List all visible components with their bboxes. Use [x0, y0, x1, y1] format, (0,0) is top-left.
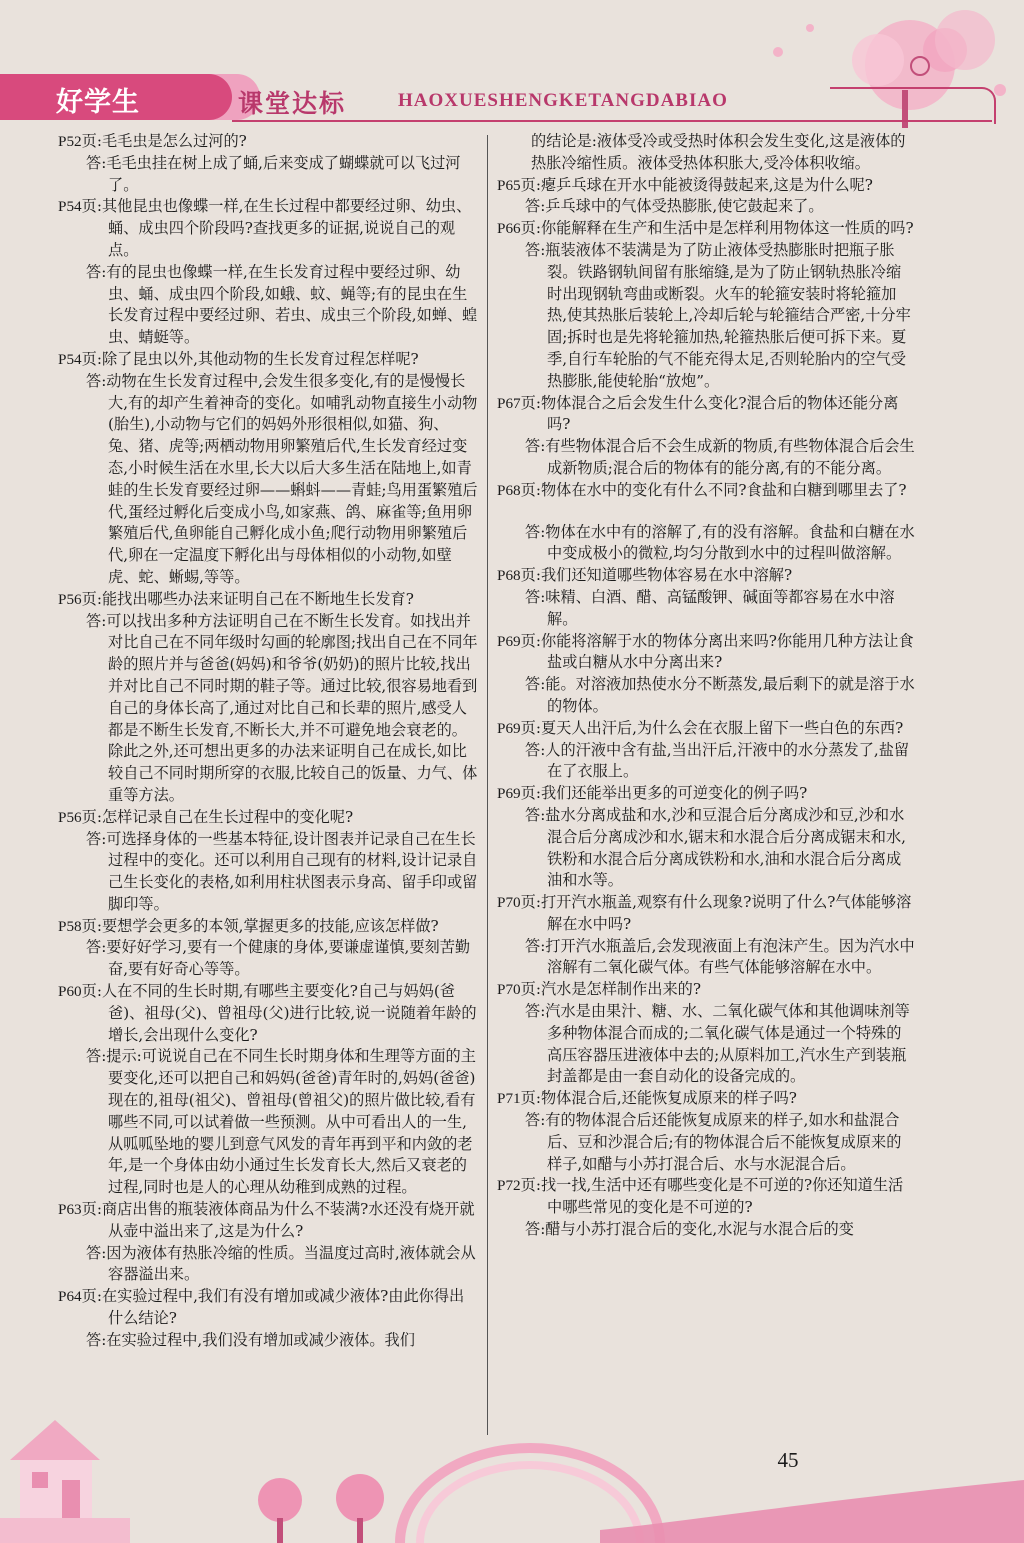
- column-divider: [487, 135, 488, 1435]
- qa-item: [58, 1286, 478, 1351]
- question: P69页:我们还能举出更多的可逆变化的例子吗?: [497, 784, 808, 803]
- answer: 答:人的汗液中含有盐,当出汗后,汗液中的水分蒸发了,盐留在了衣服上。: [525, 740, 910, 781]
- question: P52页:毛毛虫是怎么过河的?: [58, 132, 247, 150]
- qa-item: [58, 1199, 478, 1286]
- answer: 答:毛毛虫挂在树上成了蛹,后来变成了蝴蝶就可以飞过河了。: [86, 153, 461, 194]
- question: P70页:汽水是怎样制作出来的?: [497, 980, 701, 999]
- answer: 答:在实验过程中,我们没有增加或减少液体。我们: [86, 1330, 415, 1349]
- qa-item: [58, 916, 478, 981]
- qa-item: [497, 393, 915, 480]
- house-decoration-icon: [0, 1400, 130, 1543]
- page-number: 45: [777, 1448, 799, 1472]
- rainbow-decoration-icon: [380, 1440, 680, 1543]
- qa-item: [497, 175, 915, 219]
- question: P68页:物体在水中的变化有什么不同?食盐和白糖到哪里去了?: [497, 480, 907, 499]
- right-column: [497, 131, 915, 1241]
- answer: 答:能。对溶液加热使水分不断蒸发,最后剩下的就是溶于水的物体。: [525, 675, 915, 715]
- qa-item: [497, 131, 915, 175]
- question: P54页:其他昆虫也像蝶一样,在生长过程中都要经过卵、幼虫、蛹、成虫四个阶段吗?查找更多的证据,说说自己的观点。: [58, 197, 472, 259]
- question: P58页:要想学会更多的本领,掌握更多的技能,应该怎样做?: [58, 916, 439, 935]
- question: P64页:在实验过程中,我们有没有增加或减少液体?由此你得出什么结论?: [58, 1287, 465, 1328]
- answer: 答:瓶装液体不装满是为了防止液体受热膨胀时把瓶子胀裂。铁路钢轨间留有胀缩缝,是为了防止钢轨热胀冷缩时出现钢轨弯曲或断裂。火车的轮箍安装时将轮箍加热,使其热胀后装轮上,冷却后轮与轮箍结合严密,十分牢固;拆时也是先将轮箍加热,轮箍热胀后便可拆下来。夏季,自行车轮胎的气不能充得太足,否则轮胎内的空气受热膨胀,能使轮胎“放炮”。: [525, 240, 911, 390]
- qa-item: [497, 631, 915, 718]
- question: P56页:能找出哪些办法来证明自己在不断地生长发育?: [58, 589, 414, 608]
- question: P69页:夏天人出汗后,为什么会在衣服上留下一些白色的东西?: [497, 718, 904, 737]
- qa-item: [497, 783, 915, 892]
- answer: 答:因为液体有热胀冷缩的性质。当温度过高时,液体就会从容器溢出来。: [86, 1243, 476, 1284]
- answer: 答:物体在水中有的溶解了,有的没有溶解。食盐和白糖在水中变成极小的微粒,均匀分散到水中的过程叫做溶解。: [525, 522, 915, 563]
- qa-item: [497, 1088, 915, 1175]
- answer: 答:动物在生长发育过程中,会发生很多变化,有的是慢慢长大,有的却产生着神奇的变化。如哺乳动物直接生小动物(胎生),小动物与它们的妈妈外形很相似,如猫、狗、兔、猪、虎等;两栖动物用卵繁殖后代,生长发育经过变态,小时候生活在水里,长大以后大多生活在陆地上,如青蛙的生长发育要经过卵——蝌蚪——青蛙;鸟用蛋繁殖后代,蛋经过孵化后变成小鸟,如家燕、鸽、麻雀等;鱼用卵繁殖后代,鱼卵能自己孵化成小鱼;爬行动物用卵繁殖后代,卵在一定温度下孵化出与母体相似的小动物,如壁虎、蛇、蜥蜴,等等。: [86, 371, 478, 586]
- question: P68页:我们还知道哪些物体容易在水中溶解?: [497, 566, 793, 585]
- question: P65页:瘪乒乓球在开水中能被烫得鼓起来,这是为什么呢?: [497, 175, 873, 194]
- answer: 答:乒乓球中的气体受热膨胀,使它鼓起来了。: [525, 197, 824, 216]
- header-frame: [830, 87, 996, 124]
- answer: 答:有些物体混合后不会生成新的物质,有些物体混合后会生成新物质;混合后的物体有的能分离,有的不能分离。: [525, 437, 915, 477]
- answer: 答:要好好学习,要有一个健康的身体,要谦虚谨慎,要刻苦勤奋,要有好奇心等等。: [86, 938, 471, 979]
- header-pinyin: HAOXUESHENGKETANGDABIAO: [398, 90, 728, 111]
- answer: 答:打开汽水瓶盖后,会发现液面上有泡沫产生。因为汽水中溶解有二氧化碳气体。有些气体能够溶解在水中。: [525, 936, 915, 977]
- qa-item: [58, 589, 478, 807]
- qa-item: [58, 196, 478, 349]
- qa-item: [497, 218, 915, 392]
- question: P70页:打开汽水瓶盖,观察有什么现象?说明了什么?气体能够溶解在水中吗?: [497, 893, 912, 933]
- qa-item: [58, 131, 478, 196]
- answer: 答:醋与小苏打混合后的变化,水泥与水混合后的变: [525, 1220, 854, 1239]
- qa-item: [497, 892, 915, 979]
- question: P54页:除了昆虫以外,其他动物的生长发育过程怎样呢?: [58, 349, 419, 368]
- answer: 答:可选择身体的一些基本特征,设计图表并记录自己在生长过程中的变化。还可以利用自己现有的材料,设计记录自己生长变化的表格,如利用柱状图表示身高、留手印或留脚印等。: [86, 829, 478, 913]
- qa-item: [497, 565, 915, 630]
- qa-item: [58, 807, 478, 916]
- question: P72页:找一找,生活中还有哪些变化是不可逆的?你还知道生活中哪些常见的变化是不可逆的?: [497, 1176, 904, 1217]
- answer-continued: 的结论是:液体受冷或受热时体积会发生变化,这是液体的热胀冷缩性质。液体受热体积胀大,受冷体积收缩。: [531, 132, 906, 172]
- page-header: [0, 70, 1000, 130]
- question: P60页:人在不同的生长时期,有哪些主要变化?自己与妈妈(爸爸)、祖母(父)、曾祖母(父)进行比较,说一说随着年龄的增长,会出现什么变化?: [58, 982, 477, 1044]
- qa-item: [497, 1175, 915, 1240]
- qa-item: [497, 718, 915, 783]
- answer: 答:可以找出多种方法证明自己在不断生长发育。如找出并对比自己在不同年级时勾画的轮廓图;找出自己在不同年龄的照片并与爸爸(妈妈)和爷爷(奶奶)的照片比较,找出并对比自己不同时期的鞋子等。通过比较,很容易地看到自己的身体长高了,通过对比自己和长辈的照片,感受人都是不断生长发育,不断长大,并不可避免地会衰老的。除此之外,还可想出更多的办法来证明自己在成长,如比较自己不同时期所穿的衣服,比较自己的饭量、力气、体重等方法。: [86, 611, 478, 804]
- qa-item: [497, 979, 915, 1088]
- answer: 答:味精、白酒、醋、高锰酸钾、碱面等都容易在水中溶解。: [525, 587, 895, 628]
- question: P63页:商店出售的瓶装液体商品为什么不装满?水还没有烧开就从壶中溢出来了,这是为什么?: [58, 1200, 475, 1240]
- answer: 答:有的昆虫也像蝶一样,在生长发育过程中要经过卵、幼虫、蛹、成虫四个阶段,如蛾、蚊、蝇等;有的昆虫在生长发育过程中要经过卵、若虫、成虫三个阶段,如蝉、蝗虫、蜻蜓等。: [86, 262, 478, 347]
- question: P66页:你能解释在生产和生活中是怎样利用物体这一性质的吗?: [497, 219, 914, 238]
- answer: 答:盐水分离成盐和水,沙和豆混合后分离成沙和豆,沙和水混合后分离成沙和水,锯末和水混合后分离成锯末和水,铁粉和水混合后分离成铁粉和水,油和水混合后分离成油和水等。: [525, 805, 906, 890]
- question: P56页:怎样记录自己在生长过程中的变化呢?: [58, 807, 354, 826]
- wave-decoration-icon: [600, 1480, 1024, 1543]
- header-title: 好学生: [56, 87, 140, 118]
- bottom-trees-decoration-icon: [240, 1470, 420, 1543]
- question: P69页:你能将溶解于水的物体分离出来吗?你能用几种方法让食盐或白糖从水中分离出来?: [497, 631, 914, 672]
- question: P71页:物体混合后,还能恢复成原来的样子吗?: [497, 1089, 797, 1108]
- answer: 答:汽水是由果汁、糖、水、二氧化碳气体和其他调味剂等多种物体混合而成的;二氧化碳气体是通过一个特殊的高压容器压进液体中去的;从原料加工,汽水生产到装瓶封盖都是由一套自动化的设备完成的。: [525, 1002, 910, 1086]
- answer: 答:有的物体混合后还能恢复成原来的样子,如水和盐混合后、豆和沙混合后;有的物体混合后不能恢复成原来的样子,如醋与小苏打混合后、水与水泥混合后。: [525, 1111, 902, 1173]
- question: P67页:物体混合之后会发生什么变化?混合后的物体还能分离吗?: [497, 393, 899, 434]
- left-column: [58, 131, 478, 1352]
- qa-item: [58, 981, 478, 1199]
- answer: 答:提示:可说说自己在不同生长时期身体和生理等方面的主要变化,还可以把自己和妈妈(爸爸)青年时的,妈妈(爸爸)现在的,祖母(祖父)、曾祖母(曾祖父)的照片做比较,看有哪些不同,可以试着做一些预测。从中可看出人的一生,从呱呱坠地的婴儿到意气风发的青年再到平和内敛的老年,是一个身体由幼小通过生长发育长大,然后又衰老的过程,同时也是人的心理从幼稚到成熟的过程。: [86, 1047, 476, 1197]
- qa-item: [58, 349, 478, 589]
- header-subtitle: 课堂达标: [238, 89, 347, 118]
- qa-item: [497, 480, 915, 565]
